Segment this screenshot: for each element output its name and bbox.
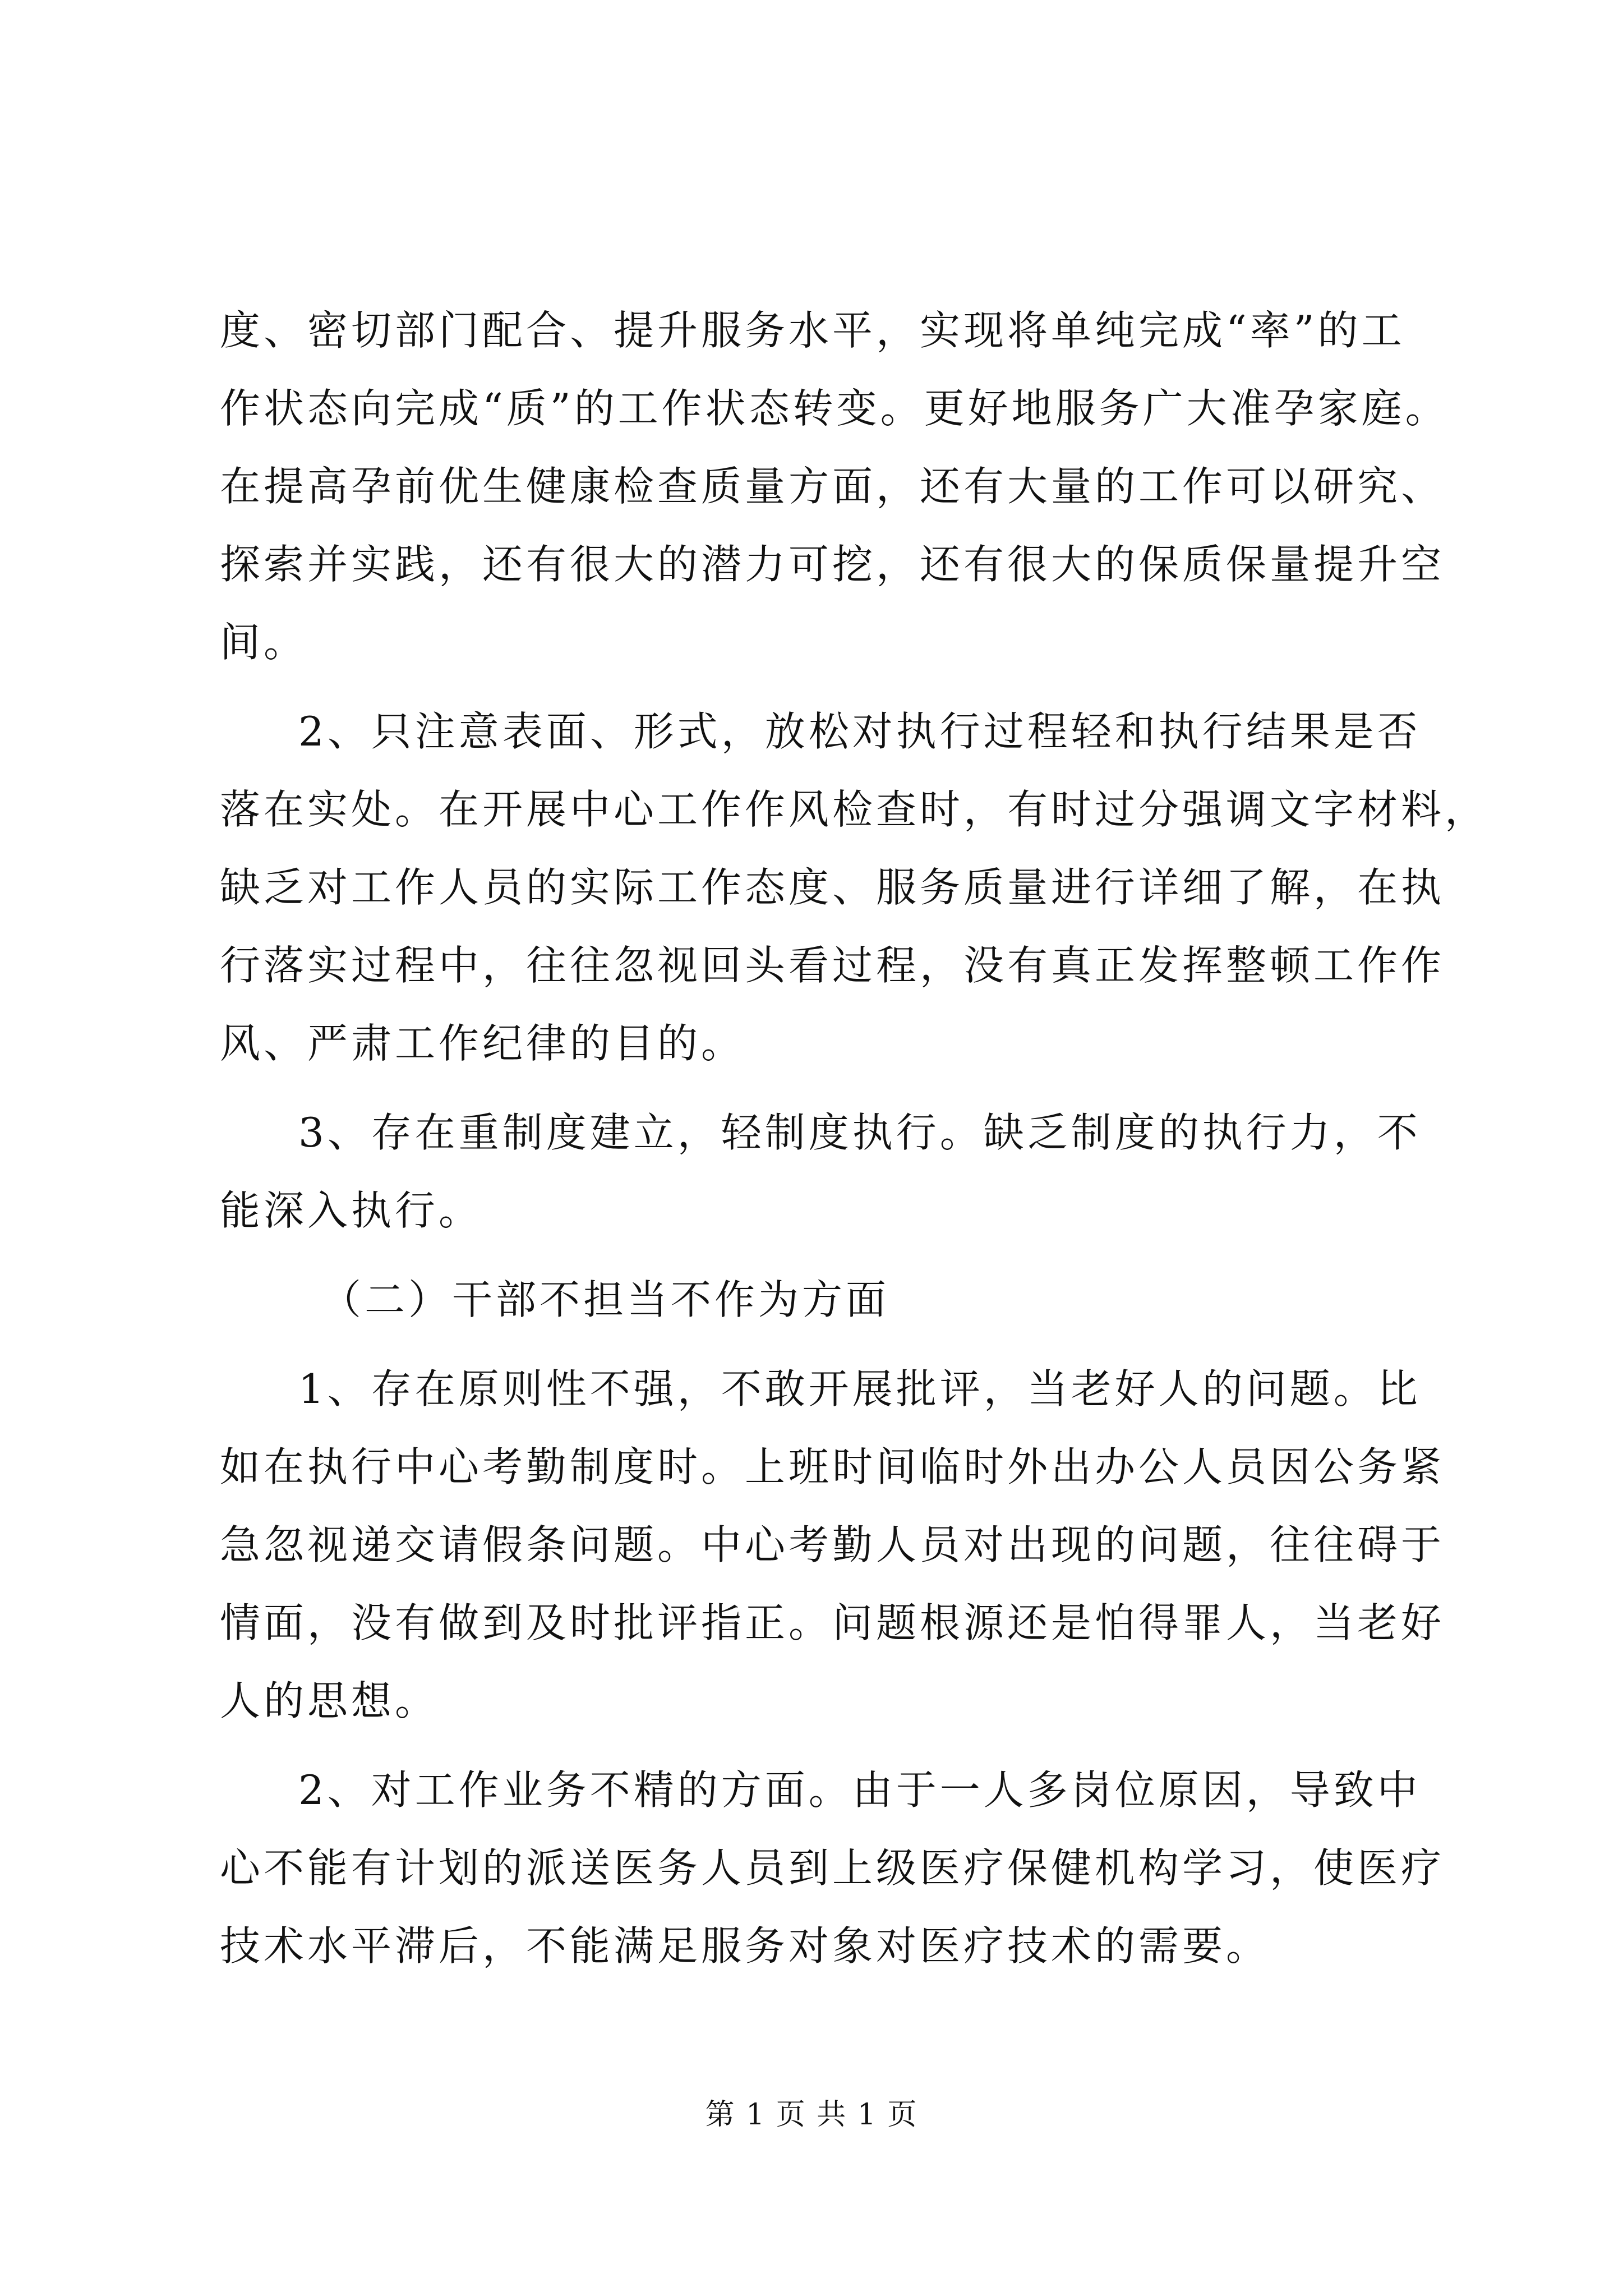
text-line: 作状态向完成“质”的工作状态转变。更好地服务广大准孕家庭。	[220, 385, 1449, 432]
text-line: 落在实处。在开展中心工作作风检查时，有时过分强调文字材料，	[220, 786, 1489, 833]
text-line: 3、存在重制度建立，轻制度执行。缺乏制度的执行力，不	[298, 1109, 1421, 1156]
document-body	[220, 292, 1489, 1985]
text-line: 人的思想。	[220, 1677, 439, 1724]
text-line: 心不能有计划的派送医务人员到上级医疗保健机构学习，使医疗	[220, 1844, 1445, 1892]
text-line: 急忽视递交请假条问题。中心考勤人员对出现的问题，往往碍于	[220, 1521, 1445, 1568]
text-line: 2、对工作业务不精的方面。由于一人多岗位原因，导致中	[298, 1766, 1421, 1814]
text-line: 2、只注意表面、形式，放松对执行过程轻和执行结果是否	[298, 708, 1421, 755]
page-footer	[0, 2095, 1623, 2134]
text-line: 情面，没有做到及时批评指正。问题根源还是怕得罪人，当老好	[220, 1599, 1445, 1646]
text-line: 风、严肃工作纪律的目的。	[220, 1020, 745, 1067]
text-line: 度、密切部门配合、提升服务水平，实现将单纯完成“率”的工	[220, 307, 1405, 354]
text-line: 行落实过程中，往往忽视回头看过程，没有真正发挥整顿工作作	[220, 942, 1445, 989]
text-line: 探索并实践，还有很大的潜力可挖，还有很大的保质保量提升空	[220, 541, 1445, 588]
text-line: 如在执行中心考勤制度时。上班时间临时外出办公人员因公务紧	[220, 1443, 1445, 1490]
text-line: 间。	[220, 619, 308, 666]
text-line: 在提高孕前优生健康检查质量方面，还有大量的工作可以研究、	[220, 463, 1445, 510]
text-line: 1、存在原则性不强，不敢开展批评，当老好人的问题。比	[298, 1365, 1421, 1412]
text-line: 能深入执行。	[220, 1187, 483, 1234]
text-line: 缺乏对工作人员的实际工作态度、服务质量进行详细了解，在执	[220, 864, 1445, 911]
page-number: 第 1 页 共 1 页	[705, 2098, 918, 2132]
section-heading: （二）干部不担当不作为方面	[321, 1276, 890, 1323]
text-line: 技术水平滞后，不能满足服务对象对医疗技术的需要。	[220, 1922, 1270, 1970]
